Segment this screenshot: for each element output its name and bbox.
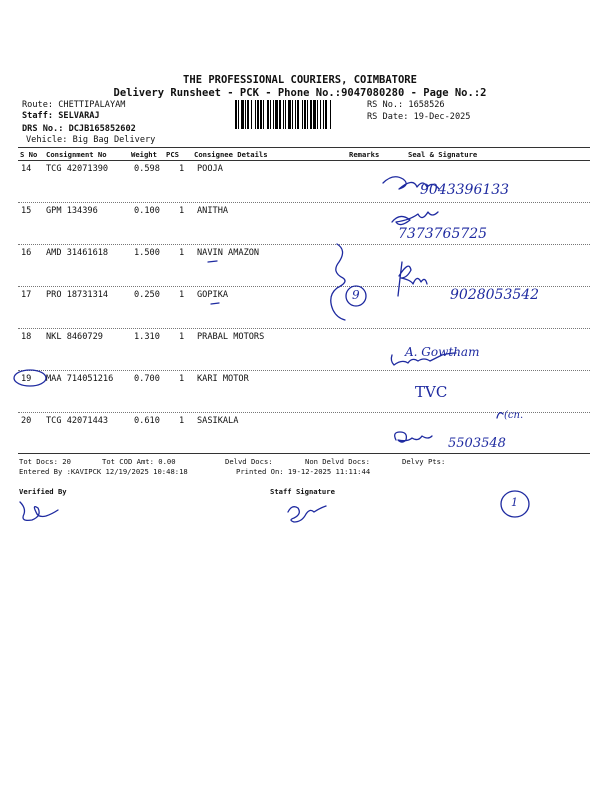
- col-header-consignee: Consignee Details: [194, 150, 268, 159]
- row-pcs: 1: [179, 164, 185, 174]
- handwritten-phone-row14: 9043396133: [420, 182, 510, 198]
- row-sno: 16: [21, 248, 32, 258]
- row-consignment: TCG 42071390: [46, 164, 109, 174]
- col-header-remarks: Remarks: [349, 150, 380, 159]
- col-header-pcs: PCS: [166, 150, 179, 159]
- row-pcs: 1: [179, 416, 185, 426]
- row-weight: 0.250: [134, 290, 160, 300]
- row-consignment: GPM 134396: [46, 206, 98, 216]
- tot-docs: Tot Docs: 20: [19, 457, 71, 466]
- row-consignment: TCG 42071443: [46, 416, 109, 426]
- row-weight: 0.610: [134, 416, 160, 426]
- row-pcs: 1: [179, 206, 185, 216]
- row-consignee: SASIKALA: [197, 416, 239, 426]
- rs-date: RS Date: 19-Dec-2025: [367, 112, 471, 122]
- delvy-pts: Delvy Pts:: [402, 457, 446, 466]
- row-consignment: NKL 8460729: [46, 332, 103, 342]
- col-header-weight: Weight: [131, 150, 157, 159]
- row-weight: 0.100: [134, 206, 160, 216]
- handwritten-row19: TVC: [415, 383, 448, 401]
- staff-signature-label: Staff Signature: [270, 487, 335, 496]
- route-text: Route: CHETTIPALAYAM: [22, 100, 126, 110]
- handwritten-phone-row15: 7373765725: [398, 226, 488, 242]
- handwritten-row20-top: (cn.: [504, 410, 524, 421]
- row-sno: 18: [21, 332, 32, 342]
- handwritten-name-row18: A. Gowtham: [405, 345, 480, 359]
- col-header-seal: Seal & Signature: [408, 150, 478, 159]
- col-header-consignment: Consignment No: [46, 150, 107, 159]
- row-consignee: NAVIN AMAZON: [197, 248, 260, 258]
- vehicle-text: Vehicle: Big Bag Delivery: [26, 135, 156, 145]
- printed-on: Printed On: 19-12-2025 11:11:44: [236, 467, 371, 476]
- company-title: THE PROFESSIONAL COURIERS, COIMBATORE: [183, 74, 417, 86]
- handwritten-circle-row17: 9: [352, 288, 360, 302]
- drs-text: DRS No.: DCJB165852602: [22, 124, 136, 134]
- col-header-sno: S No: [20, 150, 38, 159]
- row-weight: 1.500: [134, 248, 160, 258]
- non-delvd-docs: Non Delvd Docs:: [305, 457, 370, 466]
- row-weight: 0.700: [134, 374, 160, 384]
- row-consignee: KARI MOTOR: [197, 374, 249, 384]
- handwritten-circle-bottom: 1: [511, 496, 518, 509]
- delvd-docs: Delvd Docs:: [225, 457, 273, 466]
- runsheet-subtitle: Delivery Runsheet - PCK - Phone No.:9047080280 - Page No.:2: [113, 87, 487, 99]
- row-sno: 17: [21, 290, 32, 300]
- row-pcs: 1: [179, 290, 185, 300]
- handwritten-phone-row20: 5503548: [448, 436, 506, 451]
- row-consignee: ANITHA: [197, 206, 229, 216]
- row-consignee: PRABAL MOTORS: [197, 332, 265, 342]
- row-weight: 1.310: [134, 332, 160, 342]
- handwritten-phone-row17: 9028053542: [450, 287, 540, 303]
- row-consignment: MAA 714051216: [46, 374, 114, 384]
- rs-number: RS No.: 1658526: [367, 100, 445, 110]
- row-consignee: POOJA: [197, 164, 223, 174]
- tot-cod: Tot COD Amt: 0.00: [102, 457, 176, 466]
- row-sno: 19: [21, 374, 32, 384]
- entered-by: Entered By :KAVIPCK 12/19/2025 10:48:18: [19, 467, 188, 476]
- row-consignment: PRO 18731314: [46, 290, 109, 300]
- row-consignment: AMD 31461618: [46, 248, 109, 258]
- row-sno: 20: [21, 416, 32, 426]
- row-consignee: GOPIKA: [197, 290, 229, 300]
- row-sno: 15: [21, 206, 32, 216]
- row-pcs: 1: [179, 332, 185, 342]
- verified-by-label: Verified By: [19, 487, 67, 496]
- row-sno: 14: [21, 164, 32, 174]
- staff-text: Staff: SELVARAJ: [22, 111, 100, 121]
- row-weight: 0.598: [134, 164, 160, 174]
- row-pcs: 1: [179, 248, 185, 258]
- row-pcs: 1: [179, 374, 185, 384]
